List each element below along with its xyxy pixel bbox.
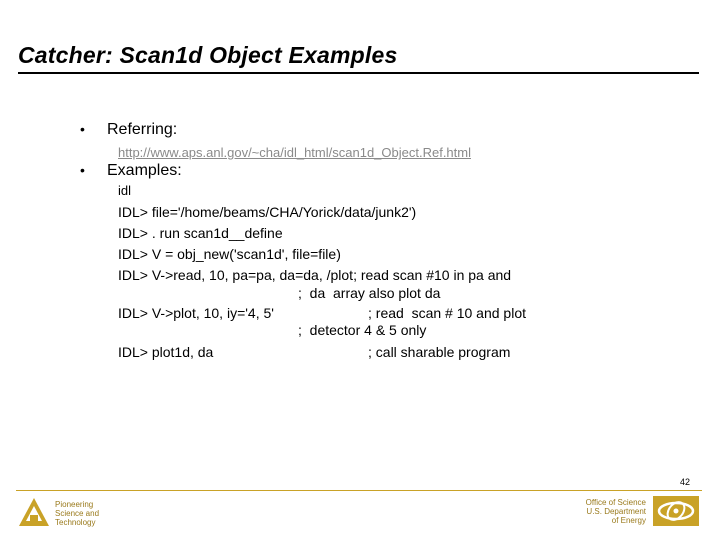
bullet-dot: •	[80, 162, 85, 178]
footer-divider	[16, 490, 702, 491]
code-comment: ; call sharable program	[368, 344, 511, 360]
code-comment: ; detector 4 & 5 only	[298, 322, 427, 338]
code-line: IDL> V->plot, 10, iy='4, 5'	[118, 305, 274, 321]
bullet-dot: •	[80, 121, 85, 137]
argonne-logo-icon	[18, 497, 50, 532]
code-line: IDL> file='/home/beams/CHA/Yorick/data/junk2')	[118, 204, 417, 220]
slide-title: Catcher: Scan1d Object Examples	[18, 42, 398, 68]
examples-label: Examples:	[107, 162, 182, 179]
code-line: IDL> V->read, 10, pa=pa, da=da, /plot; read scan #10 in pa and	[118, 267, 512, 283]
footer-right-text: Office of Science U.S. Department of Energy	[585, 498, 646, 525]
title-underline	[18, 72, 699, 74]
code-line: IDL> V = obj_new('scan1d', file=file)	[118, 246, 341, 262]
referring-label: Referring:	[107, 121, 178, 138]
code-comment: ; read scan # 10 and plot	[368, 305, 526, 321]
page-number: 42	[680, 477, 691, 487]
code-line: IDL> . run scan1d__define	[118, 225, 283, 241]
footer-left-text: Pioneering Science and Technology	[55, 500, 100, 527]
reference-link[interactable]: http://www.aps.anl.gov/~cha/idl_html/scan1d_Object.Ref.html	[118, 145, 471, 160]
code-line: IDL> plot1d, da	[118, 344, 214, 360]
code-line: idl	[118, 183, 132, 198]
code-comment: ; da array also plot da	[298, 285, 441, 301]
doe-logo-icon	[653, 496, 699, 531]
